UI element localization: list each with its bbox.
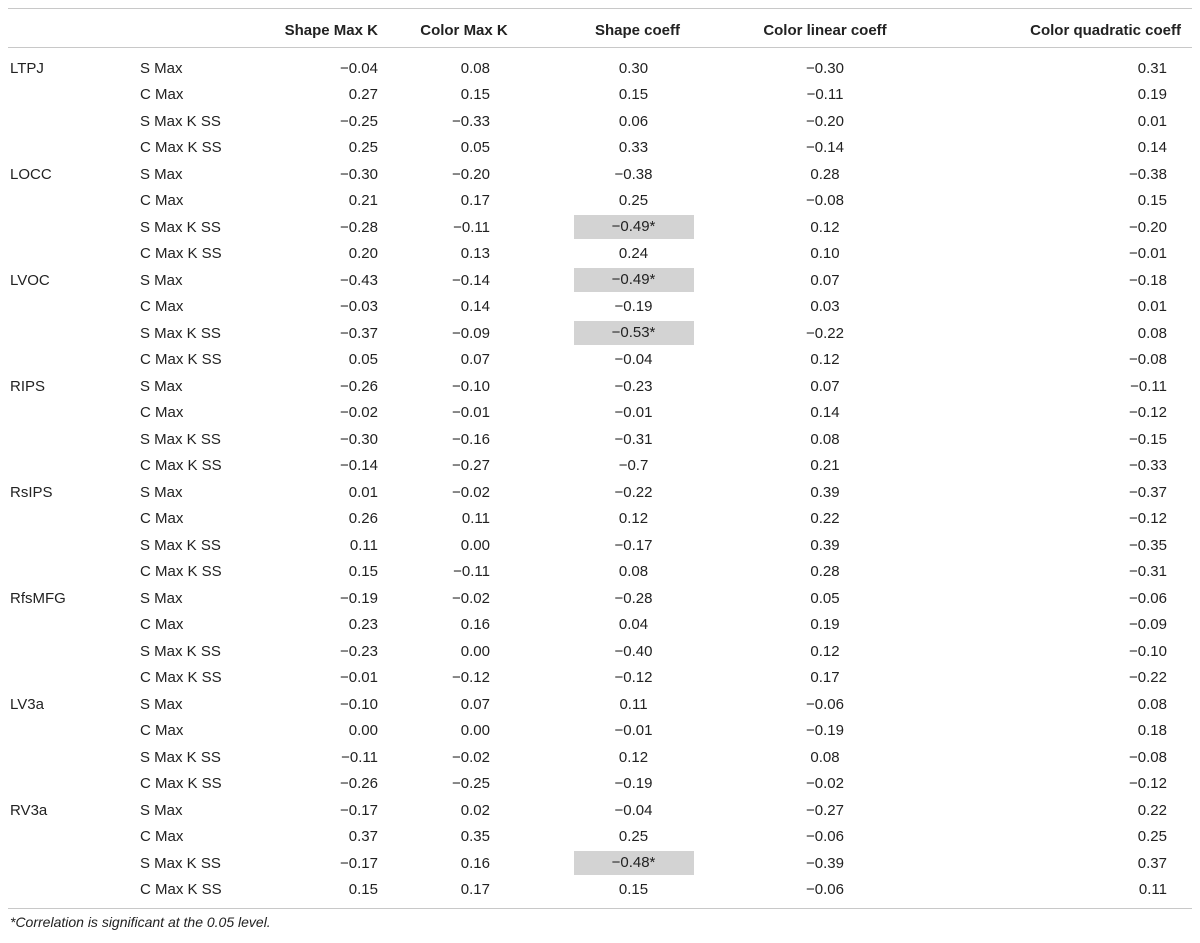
color-max-k-value: 0.00	[460, 642, 490, 660]
shape-max-k-value: −0.17	[340, 854, 378, 872]
color-quadratic-coeff-value: −0.12	[1129, 775, 1167, 793]
roi-label	[8, 135, 140, 162]
shape-coeff-value: −0.22	[614, 483, 653, 501]
color-max-k-value: 0.00	[460, 536, 490, 554]
bottom-rule	[8, 908, 1192, 909]
measure-label: S Max	[140, 377, 183, 395]
shape-max-k-value: −0.04	[340, 59, 378, 77]
color-quadratic-coeff-value: −0.12	[1129, 404, 1167, 422]
roi-label	[8, 294, 140, 321]
color-quadratic-coeff-value: 0.31	[1137, 59, 1167, 77]
color-quadratic-coeff-value: −0.38	[1129, 165, 1167, 183]
roi-label	[8, 214, 140, 241]
shape-coeff-value: −0.49*	[574, 268, 694, 292]
shape-coeff-value: −0.7	[618, 457, 649, 475]
table-body	[8, 47, 1195, 903]
color-max-k-value: −0.10	[452, 377, 490, 395]
table-row	[8, 135, 1195, 162]
table-row	[8, 400, 1195, 427]
color-max-k-value: 0.35	[460, 828, 490, 846]
shape-coeff-value: −0.31	[614, 430, 653, 448]
color-quadratic-coeff-value: −0.08	[1129, 748, 1167, 766]
measure-label: S Max	[140, 483, 183, 501]
table-row	[8, 453, 1195, 480]
color-quadratic-coeff-value: −0.20	[1129, 218, 1167, 236]
shape-coeff-value: 0.04	[618, 616, 649, 634]
color-quadratic-coeff-value: 0.25	[1137, 828, 1167, 846]
color-linear-coeff-value: −0.39	[806, 854, 844, 872]
header-row	[8, 13, 1195, 47]
roi-label	[8, 718, 140, 745]
color-max-k-value: 0.14	[460, 298, 490, 316]
color-max-k-value: −0.02	[452, 748, 490, 766]
roi-label	[8, 241, 140, 268]
roi-label	[8, 320, 140, 347]
color-max-k-value: −0.14	[452, 271, 490, 289]
color-linear-coeff-value: 0.39	[810, 483, 840, 501]
roi-label	[8, 665, 140, 692]
shape-coeff-value: −0.17	[614, 536, 653, 554]
color-max-k-value: 0.08	[460, 59, 490, 77]
table-row	[8, 347, 1195, 374]
color-quadratic-coeff-value: 0.19	[1137, 86, 1167, 104]
roi-label: RIPS	[10, 377, 46, 395]
measure-label: S Max K SS	[140, 430, 221, 448]
roi-label	[8, 426, 140, 453]
shape-max-k-value: 0.15	[348, 881, 378, 899]
roi-label	[8, 877, 140, 904]
shape-coeff-value: −0.49*	[574, 215, 694, 239]
color-quadratic-coeff-value: 0.15	[1137, 192, 1167, 210]
color-max-k-value: 0.13	[460, 245, 490, 263]
correlation-table	[8, 13, 1195, 903]
color-quadratic-coeff-value: 0.08	[1137, 695, 1167, 713]
table-row	[8, 559, 1195, 586]
shape-max-k-value: −0.30	[340, 430, 378, 448]
shape-max-k-value: −0.17	[340, 801, 378, 819]
color-linear-coeff-value: 0.10	[810, 245, 840, 263]
shape-max-k-value: −0.10	[340, 695, 378, 713]
shape-coeff-value: 0.06	[618, 112, 649, 130]
roi-label	[8, 638, 140, 665]
table-row	[8, 108, 1195, 135]
roi-label	[8, 824, 140, 851]
roi-label	[8, 453, 140, 480]
color-quadratic-coeff-value: 0.01	[1137, 112, 1167, 130]
roi-label	[8, 612, 140, 639]
color-quadratic-coeff-value: −0.15	[1129, 430, 1167, 448]
significant-cell	[550, 320, 725, 347]
table-row	[8, 188, 1195, 215]
shape-coeff-value: 0.08	[618, 563, 649, 581]
color-linear-coeff-value: −0.14	[806, 139, 844, 157]
table-row	[8, 161, 1195, 188]
color-max-k-value: −0.02	[452, 589, 490, 607]
color-linear-coeff-value: −0.06	[806, 828, 844, 846]
table-row	[8, 82, 1195, 109]
shape-coeff-value: −0.01	[614, 404, 653, 422]
color-max-k-value: 0.15	[460, 86, 490, 104]
header-shape-max-k: Shape Max K	[284, 21, 378, 39]
shape-max-k-value: 0.21	[348, 192, 378, 210]
table-row	[8, 373, 1195, 400]
roi-label	[8, 532, 140, 559]
color-quadratic-coeff-value: −0.01	[1129, 245, 1167, 263]
color-linear-coeff-value: −0.22	[806, 324, 844, 342]
shape-max-k-value: −0.26	[340, 775, 378, 793]
roi-label: LOCC	[10, 165, 52, 183]
color-max-k-value: 0.17	[460, 881, 490, 899]
shape-max-k-value: 0.05	[348, 351, 378, 369]
color-quadratic-coeff-value: −0.33	[1129, 457, 1167, 475]
color-max-k-value: 0.00	[460, 722, 490, 740]
shape-max-k-value: 0.26	[348, 510, 378, 528]
roi-label: LV3a	[10, 695, 44, 713]
shape-max-k-value: −0.14	[340, 457, 378, 475]
shape-coeff-value: −0.53*	[574, 321, 694, 345]
shape-max-k-value: −0.19	[340, 589, 378, 607]
color-max-k-value: 0.05	[460, 139, 490, 157]
shape-max-k-value: 0.20	[348, 245, 378, 263]
color-max-k-value: 0.11	[461, 510, 490, 528]
color-max-k-value: −0.02	[452, 483, 490, 501]
color-max-k-value: −0.11	[453, 218, 490, 236]
measure-label: C Max K SS	[140, 669, 222, 687]
roi-label	[8, 506, 140, 533]
measure-label: C Max K SS	[140, 775, 222, 793]
header-shape-coeff: Shape coeff	[594, 21, 681, 39]
color-max-k-value: −0.01	[452, 404, 490, 422]
table-row	[8, 47, 1195, 82]
table-row	[8, 214, 1195, 241]
shape-max-k-value: −0.02	[340, 404, 378, 422]
shape-max-k-value: −0.30	[340, 165, 378, 183]
shape-max-k-value: 0.15	[348, 563, 378, 581]
color-linear-coeff-value: 0.12	[810, 351, 840, 369]
significant-cell	[550, 267, 725, 294]
shape-max-k-value: 0.01	[348, 483, 378, 501]
measure-label: C Max	[140, 510, 184, 528]
color-max-k-value: −0.11	[453, 563, 490, 581]
roi-label: RfsMFG	[10, 589, 66, 607]
shape-max-k-value: −0.01	[340, 669, 378, 687]
shape-coeff-value: 0.30	[618, 59, 649, 77]
header-color-linear-coeff: Color linear coeff	[763, 21, 887, 39]
shape-max-k-value: −0.11	[341, 748, 378, 766]
measure-label: S Max	[140, 165, 183, 183]
table-row	[8, 532, 1195, 559]
shape-max-k-value: −0.37	[340, 324, 378, 342]
color-linear-coeff-value: −0.08	[806, 192, 844, 210]
table-row	[8, 585, 1195, 612]
color-linear-coeff-value: 0.28	[810, 563, 840, 581]
measure-label: C Max K SS	[140, 245, 222, 263]
color-quadratic-coeff-value: 0.11	[1138, 881, 1167, 899]
color-linear-coeff-value: −0.19	[806, 722, 844, 740]
color-max-k-value: 0.07	[460, 351, 490, 369]
table-row	[8, 850, 1195, 877]
measure-label: S Max K SS	[140, 324, 221, 342]
shape-coeff-value: −0.28	[614, 589, 653, 607]
shape-coeff-value: 0.15	[618, 881, 649, 899]
color-quadratic-coeff-value: −0.37	[1129, 483, 1167, 501]
shape-coeff-value: 0.25	[618, 828, 649, 846]
color-linear-coeff-value: 0.07	[810, 377, 840, 395]
measure-label: C Max	[140, 404, 184, 422]
top-rule	[8, 8, 1192, 9]
measure-label: S Max	[140, 271, 183, 289]
roi-label	[8, 188, 140, 215]
footnote: *Correlation is significant at the 0.05 level.	[10, 914, 271, 930]
measure-label: C Max	[140, 722, 184, 740]
table-row	[8, 824, 1195, 851]
shape-coeff-value: −0.40	[614, 642, 653, 660]
measure-label: C Max K SS	[140, 457, 222, 475]
roi-label	[8, 744, 140, 771]
measure-label: S Max K SS	[140, 218, 221, 236]
color-linear-coeff-value: 0.21	[810, 457, 840, 475]
roi-label: LTPJ	[10, 59, 44, 77]
color-quadratic-coeff-value: −0.35	[1129, 536, 1167, 554]
roi-label	[8, 771, 140, 798]
color-quadratic-coeff-value: −0.11	[1130, 377, 1167, 395]
color-linear-coeff-value: −0.11	[806, 86, 844, 104]
color-quadratic-coeff-value: −0.22	[1129, 669, 1167, 687]
color-linear-coeff-value: −0.02	[806, 775, 844, 793]
table-row	[8, 744, 1195, 771]
shape-coeff-value: 0.11	[619, 695, 648, 713]
shape-max-k-value: −0.23	[340, 642, 378, 660]
shape-coeff-value: 0.33	[618, 139, 649, 157]
color-max-k-value: −0.33	[452, 112, 490, 130]
roi-label	[8, 400, 140, 427]
color-linear-coeff-value: 0.39	[810, 536, 840, 554]
color-quadratic-coeff-value: 0.37	[1137, 854, 1167, 872]
color-max-k-value: 0.16	[460, 616, 490, 634]
color-quadratic-coeff-value: 0.14	[1137, 139, 1167, 157]
color-quadratic-coeff-value: −0.12	[1129, 510, 1167, 528]
table-row	[8, 718, 1195, 745]
color-max-k-value: −0.27	[452, 457, 490, 475]
color-linear-coeff-value: 0.14	[810, 404, 840, 422]
roi-label	[8, 559, 140, 586]
measure-label: C Max	[140, 192, 184, 210]
color-max-k-value: 0.07	[460, 695, 490, 713]
color-linear-coeff-value: −0.27	[806, 801, 844, 819]
roi-label: RV3a	[10, 801, 48, 819]
roi-label	[8, 108, 140, 135]
color-quadratic-coeff-value: −0.31	[1129, 563, 1167, 581]
header-color-quadratic-coeff: Color quadratic coeff	[1030, 21, 1181, 39]
color-linear-coeff-value: 0.19	[810, 616, 840, 634]
measure-label: S Max	[140, 801, 183, 819]
color-quadratic-coeff-value: 0.08	[1137, 324, 1167, 342]
shape-coeff-value: −0.23	[614, 377, 653, 395]
shape-coeff-value: 0.15	[618, 86, 649, 104]
color-linear-coeff-value: −0.06	[806, 881, 844, 899]
color-linear-coeff-value: 0.05	[810, 589, 840, 607]
table-row	[8, 506, 1195, 533]
table-row	[8, 771, 1195, 798]
shape-max-k-value: 0.00	[348, 722, 378, 740]
table-row	[8, 294, 1195, 321]
measure-label: S Max	[140, 589, 183, 607]
shape-coeff-value: −0.01	[614, 722, 653, 740]
color-linear-coeff-value: 0.08	[810, 748, 840, 766]
color-quadratic-coeff-value: −0.09	[1129, 616, 1167, 634]
shape-coeff-value: 0.24	[618, 245, 649, 263]
color-quadratic-coeff-value: −0.08	[1129, 351, 1167, 369]
roi-label: LVOC	[10, 271, 50, 289]
shape-coeff-value: 0.12	[618, 748, 649, 766]
measure-label: C Max	[140, 298, 184, 316]
table-row	[8, 797, 1195, 824]
color-linear-coeff-value: −0.06	[806, 695, 844, 713]
color-max-k-value: −0.12	[452, 669, 490, 687]
table-row	[8, 479, 1195, 506]
table-row	[8, 638, 1195, 665]
measure-label: C Max K SS	[140, 351, 222, 369]
color-linear-coeff-value: 0.03	[810, 298, 840, 316]
color-linear-coeff-value: 0.17	[810, 669, 840, 687]
color-max-k-value: 0.17	[460, 192, 490, 210]
measure-label: S Max K SS	[140, 854, 221, 872]
table-row	[8, 267, 1195, 294]
table-row	[8, 877, 1195, 904]
color-max-k-value: −0.09	[452, 324, 490, 342]
shape-coeff-value: 0.12	[618, 510, 649, 528]
shape-max-k-value: −0.43	[340, 271, 378, 289]
measure-label: C Max K SS	[140, 881, 222, 899]
roi-label	[8, 347, 140, 374]
significant-cell	[550, 214, 725, 241]
color-quadratic-coeff-value: 0.22	[1137, 801, 1167, 819]
color-linear-coeff-value: 0.08	[810, 430, 840, 448]
color-linear-coeff-value: 0.12	[810, 642, 840, 660]
shape-max-k-value: −0.28	[340, 218, 378, 236]
color-quadratic-coeff-value: −0.18	[1129, 271, 1167, 289]
shape-max-k-value: 0.27	[348, 86, 378, 104]
color-max-k-value: −0.16	[452, 430, 490, 448]
shape-coeff-value: −0.04	[614, 801, 653, 819]
measure-label: C Max	[140, 828, 184, 846]
roi-label: RsIPS	[10, 483, 53, 501]
shape-coeff-value: −0.38	[614, 165, 653, 183]
roi-label	[8, 850, 140, 877]
color-linear-coeff-value: 0.07	[810, 271, 840, 289]
measure-label: C Max K SS	[140, 139, 222, 157]
measure-label: S Max K SS	[140, 748, 221, 766]
shape-max-k-value: 0.23	[348, 616, 378, 634]
color-quadratic-coeff-value: −0.06	[1129, 589, 1167, 607]
color-linear-coeff-value: 0.12	[810, 218, 840, 236]
shape-coeff-value: −0.12	[614, 669, 653, 687]
color-max-k-value: 0.02	[460, 801, 490, 819]
shape-max-k-value: 0.37	[348, 828, 378, 846]
measure-label: S Max K SS	[140, 112, 221, 130]
color-max-k-value: −0.25	[452, 775, 490, 793]
table-row	[8, 691, 1195, 718]
measure-label: S Max K SS	[140, 642, 221, 660]
shape-max-k-value: 0.25	[348, 139, 378, 157]
color-max-k-value: −0.20	[452, 165, 490, 183]
shape-max-k-value: −0.03	[340, 298, 378, 316]
shape-max-k-value: 0.11	[349, 536, 378, 554]
table-row	[8, 320, 1195, 347]
shape-coeff-value: −0.04	[614, 351, 653, 369]
color-quadratic-coeff-value: −0.10	[1129, 642, 1167, 660]
header-color-max-k: Color Max K	[420, 21, 508, 39]
color-quadratic-coeff-value: 0.01	[1137, 298, 1167, 316]
color-linear-coeff-value: 0.22	[810, 510, 840, 528]
header-measure	[140, 13, 250, 47]
shape-max-k-value: −0.26	[340, 377, 378, 395]
measure-label: C Max	[140, 616, 184, 634]
measure-label: S Max	[140, 59, 183, 77]
roi-label	[8, 82, 140, 109]
measure-label: S Max K SS	[140, 536, 221, 554]
shape-coeff-value: 0.25	[618, 192, 649, 210]
measure-label: C Max K SS	[140, 563, 222, 581]
measure-label: S Max	[140, 695, 183, 713]
shape-coeff-value: −0.48*	[574, 851, 694, 875]
table-row	[8, 426, 1195, 453]
color-max-k-value: 0.16	[460, 854, 490, 872]
table-row	[8, 241, 1195, 268]
shape-max-k-value: −0.25	[340, 112, 378, 130]
shape-coeff-value: −0.19	[614, 775, 653, 793]
color-quadratic-coeff-value: 0.18	[1137, 722, 1167, 740]
color-linear-coeff-value: −0.30	[806, 59, 844, 77]
color-linear-coeff-value: −0.20	[806, 112, 844, 130]
measure-label: C Max	[140, 86, 184, 104]
table-row	[8, 665, 1195, 692]
color-linear-coeff-value: 0.28	[810, 165, 840, 183]
shape-coeff-value: −0.19	[614, 298, 653, 316]
table-row	[8, 612, 1195, 639]
header-roi	[8, 13, 140, 47]
significant-cell	[550, 850, 725, 877]
